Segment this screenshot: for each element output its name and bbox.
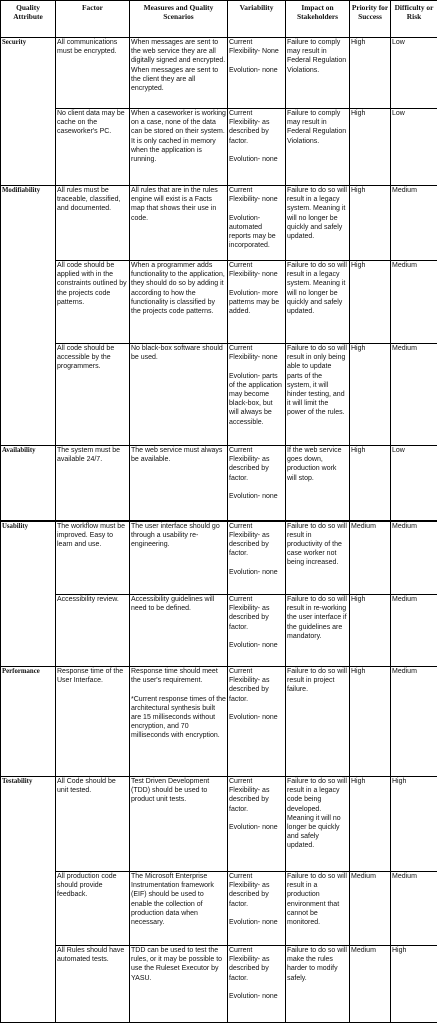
variability-cell <box>228 667 286 777</box>
difficulty-cell: High <box>391 946 437 1023</box>
quality-attribute-cell <box>1 946 56 1023</box>
measures-text: The user interface should go through a usability re-engineering. <box>131 522 220 548</box>
measures-text: All rules that are in the rules engine will exist is a Facts map that shows their use in code. <box>131 187 218 222</box>
header-priority: Priority for Success <box>350 1 391 38</box>
header-variability: Variability <box>228 1 286 38</box>
variability-evolution: Evolution- none <box>229 993 278 1000</box>
measures-cell <box>130 777 228 872</box>
quality-attribute-cell: Usability <box>1 521 56 595</box>
variability-evolution: Evolution- more patterns may be added. <box>229 289 280 315</box>
quality-attribute-cell <box>1 344 56 446</box>
paragraph-gap <box>131 685 226 694</box>
table-row <box>1 261 437 344</box>
variability-cell <box>228 261 286 344</box>
priority-cell: High <box>350 261 391 344</box>
header-measures: Measures and Quality Scenarios <box>130 1 228 38</box>
factor-cell: The system must be available 24/7. <box>56 446 130 521</box>
variability-evolution: Evolution- none <box>229 66 278 74</box>
variability-cell <box>228 946 286 1023</box>
measures-text: The Microsoft Enterprise Instrumentation framework (EIF) should be used to enable the collection of production data when necessary. <box>131 873 214 927</box>
priority-cell: High <box>350 446 391 521</box>
impact-cell: Failure to do so will result in productivity of the case worker not being increased. <box>286 521 350 595</box>
variability-cell <box>228 595 286 667</box>
header-row <box>1 1 437 38</box>
variability-evolution: Evolution- automated reports may be incorporated. <box>229 214 276 250</box>
measures-cell <box>130 344 228 446</box>
quality-attribute-cell: Performance <box>1 667 56 777</box>
impact-cell: Failure to do so will result in a legacy system. Meaning it will no longer be quickly and safely updated. <box>286 186 350 261</box>
difficulty-cell: High <box>391 777 437 872</box>
priority-cell: Medium <box>350 521 391 595</box>
priority-cell: High <box>350 667 391 777</box>
priority-cell: High <box>350 38 391 109</box>
impact-cell: If the web service goes down, production work will stop. <box>286 446 350 521</box>
factor-cell: All production code should provide feedback. <box>56 872 130 946</box>
table-row <box>1 777 437 872</box>
variability-cell <box>228 521 286 595</box>
table-body <box>1 38 437 1023</box>
variability-cell <box>228 109 286 186</box>
quality-attribute-cell: Availability <box>1 446 56 521</box>
paragraph-gap <box>229 558 284 567</box>
factor-cell: All code should be applied with in the constraints outlined by the projects code patterns. <box>56 261 130 344</box>
priority-cell: High <box>350 186 391 261</box>
difficulty-cell: Medium <box>391 667 437 777</box>
impact-cell: Failure to comply may result in Federal Regulation Violations. <box>286 109 350 186</box>
priority-cell: High <box>350 344 391 446</box>
factor-cell: All rules must be traceable, classified, and documented. <box>56 186 130 261</box>
impact-cell: Failure to comply may result in Federal Regulation Violations. <box>286 38 350 109</box>
factor-cell: No client data may be cache on the caseworker's PC. <box>56 109 130 186</box>
variability-current: Current Flexibility- as described by factor. <box>229 778 270 813</box>
difficulty-cell: Medium <box>391 186 437 261</box>
measures-text: When a programmer adds functionality to the application, they should do so by adding it according to how the functionality is classified by the projects code patterns. <box>131 262 225 316</box>
variability-cell <box>228 446 286 521</box>
quality-attribute-cell: Modifiability <box>1 186 56 261</box>
paragraph-gap <box>229 704 284 713</box>
priority-cell: Medium <box>350 872 391 946</box>
measures-cell <box>130 595 228 667</box>
measures-cell <box>130 446 228 521</box>
variability-current: Current Flexibility- as described by factor. <box>229 668 270 703</box>
measures-cell <box>130 667 228 777</box>
paragraph-gap <box>229 814 284 823</box>
table-row <box>1 872 437 946</box>
variability-current: Current Flexibility- as described by factor. <box>229 522 270 558</box>
paragraph-gap <box>229 146 284 155</box>
variability-current: Current Flexibility- none <box>229 187 278 204</box>
difficulty-cell: Low <box>391 38 437 109</box>
variability-cell <box>228 872 286 946</box>
variability-evolution: Evolution- none <box>229 824 278 831</box>
measures-cell <box>130 109 228 186</box>
header-impact: Impact on Stakeholders <box>286 1 350 38</box>
measures-text: When a caseworker is working on a case, none of the data can be stored on their system. It is only cached in memory when the application is running. <box>131 110 226 164</box>
variability-evolution: Evolution- none <box>229 568 278 576</box>
variability-current: Current Flexibility- None <box>229 39 279 56</box>
variability-current: Current Flexibility- as described by factor. <box>229 947 270 982</box>
paragraph-gap <box>229 56 284 65</box>
variability-cell <box>228 344 286 446</box>
paragraph-gap <box>229 279 284 288</box>
measures-text: Accessibility guidelines will need to be defined. <box>131 596 215 613</box>
measures-cell <box>130 521 228 595</box>
priority-cell: Medium <box>350 946 391 1023</box>
difficulty-cell: Medium <box>391 872 437 946</box>
factor-cell: All Rules should have automated tests. <box>56 946 130 1023</box>
factor-cell: Response time of the User Interface. <box>56 667 130 777</box>
table-row <box>1 595 437 667</box>
measures-cell <box>130 872 228 946</box>
table-row <box>1 946 437 1023</box>
impact-cell: Failure to do so will result in only being able to update parts of the system, it will hinder testing, and it will limit the power of the rules. <box>286 344 350 446</box>
table-row <box>1 521 437 595</box>
factor-cell: All Code should be unit tested. <box>56 777 130 872</box>
measures-cell <box>130 38 228 109</box>
measures-text: The web service must always be available. <box>131 447 223 464</box>
variability-evolution: Evolution- none <box>229 493 278 500</box>
variability-current: Current Flexibility- as described by factor. <box>229 110 270 145</box>
quality-attribute-cell <box>1 872 56 946</box>
priority-cell: High <box>350 777 391 872</box>
paragraph-gap <box>229 909 284 918</box>
measures-note: *Current response times of the architectural synthesis built are 15 milliseconds without encryption, and 70 milliseconds with encryption. <box>131 695 226 740</box>
variability-cell <box>228 38 286 109</box>
quality-attribute-cell <box>1 109 56 186</box>
paragraph-gap <box>229 983 284 992</box>
difficulty-cell: Medium <box>391 344 437 446</box>
quality-attribute-cell: Security <box>1 38 56 109</box>
table-row <box>1 344 437 446</box>
header-difficulty: Difficulty or Risk <box>391 1 437 38</box>
impact-cell: Failure to do so will result in re-working the user interface if the guidelines are mandatory. <box>286 595 350 667</box>
variability-current: Current Flexibility- as described by factor. <box>229 447 270 482</box>
table-row <box>1 38 437 109</box>
variability-current: Current Flexibility- as described by factor. <box>229 596 270 631</box>
measures-cell <box>130 946 228 1023</box>
measures-text: No black-box software should be used. <box>131 345 223 362</box>
impact-cell: Failure to do so will result in a production environment that cannot be monitored. <box>286 872 350 946</box>
difficulty-cell: Medium <box>391 261 437 344</box>
measures-text: When messages are sent to the web service they are all digitally signed and encrypted. When messages are sent to the client they are all encrypted. <box>131 39 226 93</box>
difficulty-cell: Medium <box>391 521 437 595</box>
difficulty-cell: Low <box>391 109 437 186</box>
variability-evolution: Evolution- none <box>229 919 278 926</box>
variability-current: Current Flexibility- none <box>229 345 278 362</box>
table-row <box>1 446 437 521</box>
measures-text: Response time should meet the user's requirement. <box>131 668 218 685</box>
factor-cell: All communications must be encrypted. <box>56 38 130 109</box>
factor-cell: All code should be accessible by the programmers. <box>56 344 130 446</box>
paragraph-gap <box>229 483 284 492</box>
quality-attribute-cell <box>1 261 56 344</box>
measures-text: Test Driven Development (TDD) should be used to product unit tests. <box>131 778 210 804</box>
difficulty-cell: Medium <box>391 595 437 667</box>
header-quality-attribute: Quality Attribute <box>1 1 56 38</box>
priority-cell: High <box>350 109 391 186</box>
quality-attribute-cell <box>1 595 56 667</box>
impact-cell: Failure to do so will result in a legacy code being developed. Meaning it will no longer be quickly and safely updated. <box>286 777 350 872</box>
measures-cell <box>130 261 228 344</box>
header-factor: Factor <box>56 1 130 38</box>
variability-current: Current Flexibility- as described by factor. <box>229 873 270 908</box>
paragraph-gap <box>229 632 284 641</box>
table-row <box>1 186 437 261</box>
variability-evolution: Evolution- none <box>229 156 278 163</box>
variability-evolution: Evolution- none <box>229 642 278 649</box>
impact-cell: Failure to do so will make the rules harder to modify safely. <box>286 946 350 1023</box>
variability-current: Current Flexibility- none <box>229 262 278 279</box>
impact-cell: Failure to do so will result in project failure. <box>286 667 350 777</box>
variability-cell <box>228 777 286 872</box>
paragraph-gap <box>229 204 284 213</box>
variability-cell <box>228 186 286 261</box>
factor-cell: The workflow must be improved. Easy to learn and use. <box>56 521 130 595</box>
measures-text: TDD can be used to test the rules, or it may be possible to use the Ruleset Executor by YASU. <box>131 947 223 982</box>
paragraph-gap <box>229 362 284 371</box>
priority-cell: High <box>350 595 391 667</box>
measures-cell <box>130 186 228 261</box>
table-row <box>1 109 437 186</box>
factor-cell: Accessibility review. <box>56 595 130 667</box>
difficulty-cell: Low <box>391 446 437 521</box>
quality-attribute-cell: Testability <box>1 777 56 872</box>
impact-cell: Failure to do so will result in a legacy system. Meaning it will no longer be quickly and safely updated. <box>286 261 350 344</box>
table-row <box>1 667 437 777</box>
variability-evolution: Evolution- none <box>229 714 278 721</box>
variability-evolution: Evolution- parts of the application may become black-box, but will always be accessible. <box>229 372 282 426</box>
